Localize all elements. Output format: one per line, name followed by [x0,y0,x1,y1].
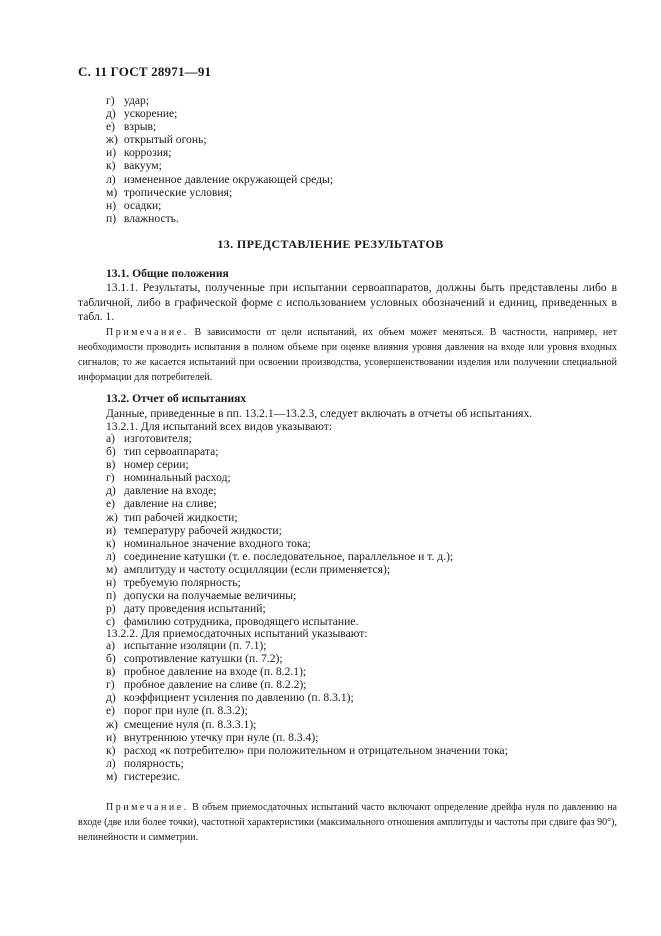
list-item-text: сопротивление катушки (п. 7.2); [123,652,283,666]
list-item-letter: к) [106,159,116,173]
list-item-letter: л) [106,549,116,563]
list-item [106,537,453,550]
list-item [106,186,333,199]
list-item-text: номер серии; [123,458,189,472]
list-item-text: номинальный расход; [123,471,231,485]
list-item [106,678,566,691]
list-item-letter: а) [106,432,116,445]
list-item-text: открытый огонь; [123,133,207,147]
list-item-letter: с) [106,615,116,629]
list-item [106,484,453,497]
list-item [106,212,333,225]
list-item-text: пробное давление на сливе (п. 8.2.2); [123,678,307,692]
list-item [106,757,566,770]
list-item-text: тип рабочей жидкости; [123,510,238,524]
list-item [106,471,453,484]
note-text: В объем приемосдаточных испытаний часто включают определение дрейфа нуля по давлению на входе (две или более точки), частотной характеристики (максимального отношения амплитуды и частоты при сдвиге фаз 90°), нелинейности и симметрии. [78,802,617,843]
list-item-letter: е) [106,120,116,134]
list-item-letter: м) [106,562,118,576]
note-2 [78,800,617,845]
note-1 [78,325,617,385]
list-item-letter: д) [106,107,116,121]
list-item [106,173,333,186]
note-label: Примечание. [106,802,189,813]
list-item [106,639,566,652]
list-item-letter: и) [106,523,117,537]
list-item-letter: п) [106,211,117,225]
list-item-letter: ж) [106,510,118,524]
section-title: 13. ПРЕДСТАВЛЕНИЕ РЕЗУЛЬТАТОВ [217,237,444,251]
note-text: В зависимости от цели испытаний, их объем может меняться. В частности, например, нет необходимости проводить испытания в полном объеме при оценке влияния уровня давления на входе или уровня входных сигналов; то же касается испытаний при освоении производства, усовершенствовании изделия или получении специальной информации для потребителей. [78,327,617,383]
list-item-text: вакуум; [123,159,162,173]
list-item [106,563,453,576]
list-13-2-2 [106,639,566,783]
list-item-letter: б) [106,445,116,459]
list-item-letter: б) [106,652,116,666]
note-label: Примечание. [106,327,189,338]
paragraph-13-1-1: 13.1.1. Результаты, полученные при испытании сервоаппаратов, должны быть представлены либо в табличной, либо в графической форме с использованием условных обозначений и единиц, приведенных в табл. 1. [78,281,617,323]
list-item-letter: ж) [106,133,118,147]
report-intro: Данные, приведенные в пп. 13.2.1—13.2.3, следует включать в отчеты об испытаниях. [106,407,533,420]
list-item [106,744,566,757]
list-item-text: тип сервоаппарата; [123,445,219,459]
list-item-text: давление на входе; [123,484,217,498]
list-item-letter: п) [106,589,117,603]
list-item-text: испытание изоляции (п. 7.1); [123,639,267,652]
list-item-text: дату проведения испытаний; [123,602,266,616]
list-item-letter: к) [106,536,116,550]
list-item-letter: в) [106,458,116,472]
list-item-text: тропические условия; [123,185,233,199]
list-item-text: номинальное значение входного тока; [123,536,311,550]
list-item-text: коррозия; [123,146,172,160]
list-item-text: взрыв; [123,120,157,134]
list-item-text: давление на сливе; [123,497,217,511]
list-item-text: внутреннюю утечку при нуле (п. 8.3.4); [123,730,319,744]
list-item [106,652,566,665]
list-item-letter: ж) [106,717,118,731]
list-item-text: осадки; [123,198,162,212]
list-item [106,199,333,212]
list-item [106,665,566,678]
list-item-text: фамилию сотрудника, проводящего испытание. [123,615,359,629]
list-item-text: влажность. [123,211,179,225]
list-item [106,107,333,120]
list-item [106,691,566,704]
list-item [106,120,333,133]
list-item-letter: е) [106,704,116,718]
list-item-text: порог при нуле (п. 8.3.2); [123,704,248,718]
list-item-letter: в) [106,665,116,679]
list-item [106,731,566,744]
list-item [106,524,453,537]
list-item-letter: г) [106,94,115,107]
list-item-letter: н) [106,576,117,590]
list-item [106,94,333,107]
list-item-text: изготовителя; [123,432,192,445]
list-item [106,497,453,510]
list-item-letter: и) [106,146,117,160]
list-item [106,133,333,146]
list-item-letter: и) [106,730,117,744]
list-item-text: ускорение; [123,107,178,121]
list-item-text: коэффициент усиления по давлению (п. 8.3.1); [123,691,354,705]
paragraph-13-2-1: 13.2.1. Для испытаний всех видов указывают: [106,420,333,433]
list-item-text: амплитуду и частоту осцилляции (если применяется); [123,562,391,576]
list-item-letter: н) [106,198,117,212]
list-item-letter: г) [106,678,115,692]
subsection-heading-13-2: 13.2. Отчет об испытаниях [106,392,247,405]
list-item-text: расход «к потребителю» при положительном и отрицательном значении тока; [123,743,508,757]
list-item-text: пробное давление на входе (п. 8.2.1); [123,665,307,679]
subsection-heading-13-1: 13.1. Общие положения [106,267,229,280]
list-item-letter: г) [106,471,115,485]
list-item-letter: р) [106,602,116,616]
list-item [106,458,453,471]
list-item-text: допуски на получаемые величины; [123,589,297,603]
list-item-text: полярность; [123,756,184,770]
list-item [106,146,333,159]
list-item-letter: а) [106,639,116,652]
list-item-letter: д) [106,691,116,705]
list-item-text: смещение нуля (п. 8.3.3.1); [123,717,257,731]
list-item [106,770,566,783]
list-item [106,550,453,563]
list-item-letter: к) [106,743,116,757]
list-item [106,718,566,731]
list-item-text: измененное давление окружающей среды; [123,172,334,186]
list-item-text: соединение катушки (т. е. последовательное, параллельное и т. д.); [123,549,454,563]
list-item-text: гистерезис. [123,769,181,783]
list-item-letter: д) [106,484,116,498]
list-item [106,589,453,602]
list-item [106,159,333,172]
paragraph-13-2-2: 13.2.2. Для приемосдаточных испытаний указывают: [106,627,368,640]
list-item [106,602,453,615]
list-item [106,576,453,589]
list-13-2-1 [106,432,453,628]
list-item-text: температуру рабочей жидкости; [123,523,282,537]
list-item-text: удар; [123,94,150,107]
page-header: С. 11 ГОСТ 28971—91 [78,64,212,79]
list-item [106,511,453,524]
list-item-letter: м) [106,185,118,199]
list-item-letter: л) [106,172,116,186]
top-list [106,94,333,225]
list-item-letter: л) [106,756,116,770]
list-item-letter: м) [106,769,118,783]
list-item-text: требуемую полярность; [123,576,241,590]
list-item [106,445,453,458]
list-item [106,704,566,717]
list-item [106,432,453,445]
list-item-letter: е) [106,497,116,511]
